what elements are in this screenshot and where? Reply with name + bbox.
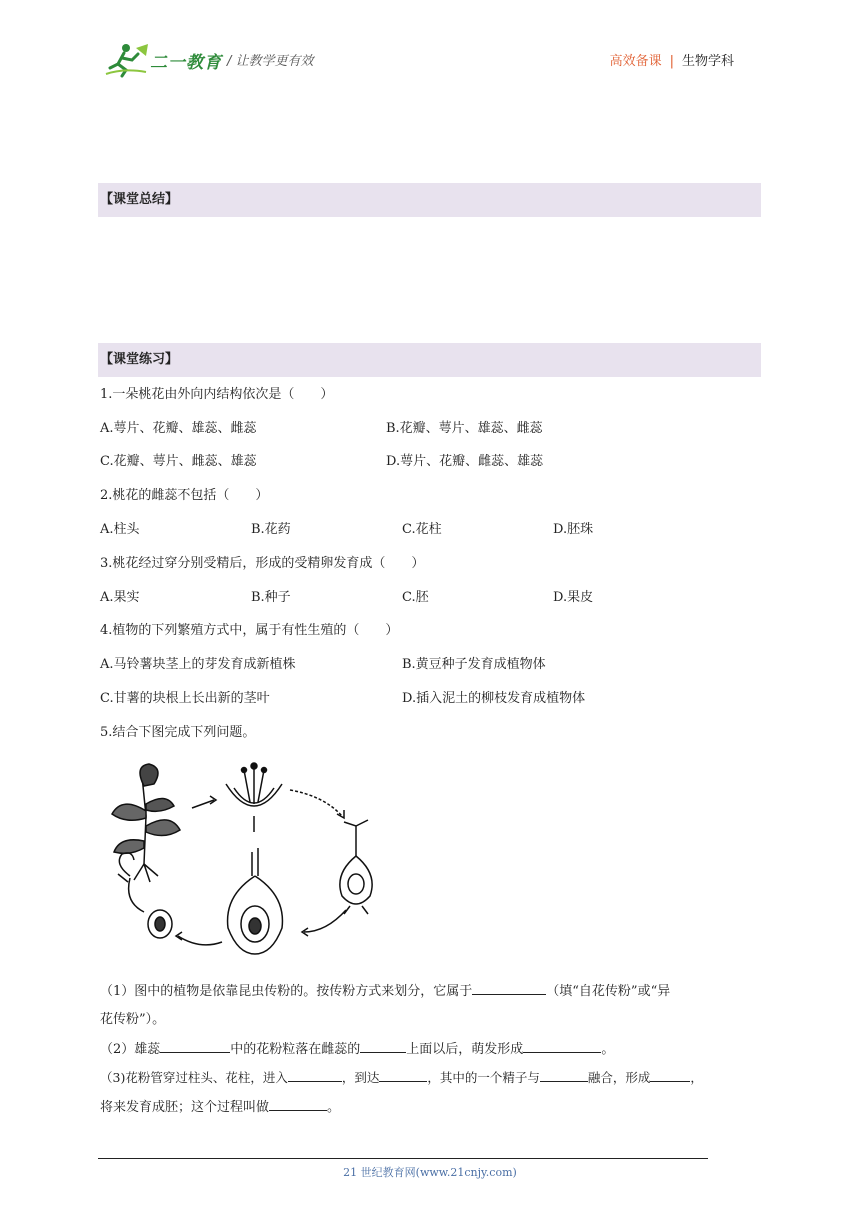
- fill-in-3-text-b: ，到达: [341, 1070, 380, 1085]
- fill-in-3: [100, 1069, 703, 1087]
- header-right: [610, 50, 734, 69]
- q4-option-c: C.甘薯的块根上长出新的茎叶: [100, 691, 270, 706]
- footer-divider: [98, 1158, 708, 1159]
- answer-blank-8[interactable]: [650, 1069, 690, 1082]
- logo-text: 二一教育: [150, 53, 222, 73]
- answer-blank-6[interactable]: [379, 1069, 427, 1082]
- fill-in-3-text-f: 将来发育成胚；这个过程叫做: [100, 1100, 270, 1115]
- answer-blank-9[interactable]: [269, 1098, 327, 1111]
- answer-blank-3[interactable]: [360, 1040, 406, 1053]
- page-header: [0, 0, 860, 90]
- fill-in-2-text-c: 上面以后，萌发形成: [406, 1042, 524, 1057]
- answer-blank-7[interactable]: [540, 1069, 588, 1082]
- question-2: 2.桃花的雌蕊不包括（ ）: [100, 488, 269, 503]
- fill-in-1-text-a: （1）图中的植物是依靠昆虫传粉的。按传粉方式来划分，它属于: [100, 984, 473, 999]
- fill-in-2-text-a: （2）雄蕊: [100, 1042, 161, 1057]
- q2-option-a: A.柱头: [100, 522, 140, 537]
- seedling-icon: [118, 853, 134, 882]
- q1-option-c: C.花瓣、萼片、雌蕊、雄蕊: [100, 454, 257, 469]
- fill-in-1-text-b: （填“自花传粉”或“异: [546, 984, 671, 999]
- q2-option-c: C.花柱: [402, 522, 442, 537]
- answer-blank-5[interactable]: [288, 1069, 342, 1082]
- q1-option-d: D.萼片、花瓣、雌蕊、雄蕊: [386, 454, 544, 469]
- question-4: 4.植物的下列繁殖方式中，属于有性生殖的（ ）: [100, 623, 399, 638]
- header-tag-subject: 生物学科: [681, 54, 734, 69]
- question-1: 1.一朵桃花由外向内结构依次是（ ）: [100, 387, 334, 402]
- fertilization-icon: [228, 848, 283, 954]
- arrow-5: [129, 878, 144, 912]
- question-5: 5.结合下图完成下列问题。: [100, 725, 256, 740]
- arrow-2: [290, 790, 342, 816]
- footer-link[interactable]: 21 世纪教育网(www.21cnjy.com): [343, 1166, 517, 1179]
- fill-in-2: [100, 1040, 614, 1059]
- q4-option-a: A.马铃薯块茎上的芽发育成新植株: [100, 657, 296, 672]
- fill-in-1-cont: 花传粉”）。: [100, 1012, 166, 1027]
- fill-in-3-cont: [100, 1098, 340, 1117]
- q1-option-b: B.花瓣、萼片、雄蕊、雌蕊: [386, 421, 543, 436]
- fill-in-2-text-d: 。: [601, 1042, 615, 1057]
- fill-in-3-text-e: ，: [690, 1070, 703, 1085]
- q3-option-a: A.果实: [100, 590, 140, 605]
- header-tag-prep: 高效备课: [609, 54, 662, 69]
- answer-blank-1[interactable]: [472, 982, 546, 995]
- fill-in-3-text-c: ，其中的一个精子与: [427, 1070, 540, 1085]
- q3-option-d: D.果皮: [553, 590, 594, 605]
- q3-option-b: B.种子: [251, 590, 291, 605]
- q1-option-a: A.萼片、花瓣、雄蕊、雌蕊: [100, 421, 257, 436]
- arrow-4: [178, 936, 222, 945]
- section-summary-title: 【课堂总结】: [98, 183, 761, 217]
- answer-blank-2[interactable]: [160, 1040, 230, 1053]
- q3-option-c: C.胚: [402, 590, 429, 605]
- header-slogan: / 让教学更有效: [227, 54, 314, 69]
- fill-in-3-text-g: 。: [327, 1100, 341, 1115]
- seed-icon: [148, 910, 172, 938]
- fill-in-2-text-b: 中的花粉粒落在雌蕊的: [230, 1042, 361, 1057]
- q4-option-d: D.插入泥土的柳枝发育成植物体: [402, 691, 586, 706]
- fill-in-3-text-a: （3)花粉管穿过柱头、花柱，进入: [100, 1070, 288, 1085]
- q2-option-d: D.胚珠: [553, 522, 594, 537]
- arrow-3: [304, 910, 346, 932]
- answer-blank-4[interactable]: [523, 1040, 601, 1053]
- q2-option-b: B.花药: [251, 522, 291, 537]
- pistil-pollination-icon: [340, 820, 372, 914]
- question-3: 3.桃花经过穿分别受精后，形成的受精卵发育成（ ）: [100, 556, 425, 571]
- flower-section-icon: [226, 763, 282, 832]
- q4-option-b: B.黄豆种子发育成植物体: [402, 657, 546, 672]
- plant-lifecycle-diagram: [104, 756, 386, 960]
- plant-icon: [112, 764, 180, 882]
- header-separator: |: [669, 54, 674, 69]
- section-practice-title: 【课堂练习】: [98, 343, 761, 377]
- fill-in-1: [100, 982, 670, 1001]
- fill-in-3-text-d: 融合，形成: [587, 1070, 651, 1085]
